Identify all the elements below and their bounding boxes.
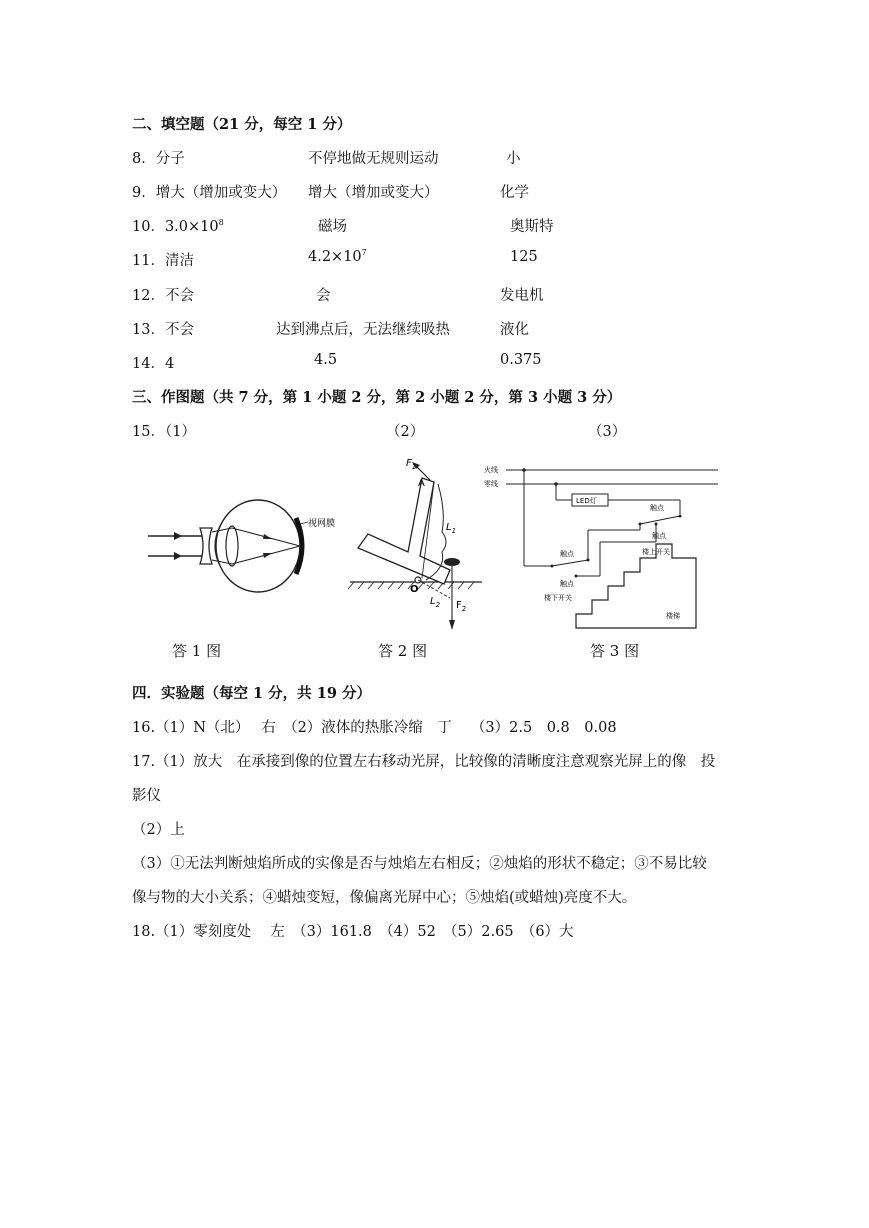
answer-11-a: 11．清洁 [132, 253, 194, 269]
question-15-part2-label: （2） [386, 424, 425, 440]
label-A: A [418, 478, 425, 489]
eyeball-outline [216, 500, 300, 592]
answer-13-c: 液化 [500, 322, 529, 338]
neutral-wire-label: 零线 [484, 480, 498, 488]
answer-17-1-line2: 影仪 [132, 788, 161, 804]
live-wire-label: 火线 [484, 466, 498, 474]
answer-9-b: 增大（增加或变大） [308, 185, 439, 201]
answer-11-b-exponent: 7 [361, 248, 367, 258]
figure2-caption: 答 2 图 [378, 642, 428, 660]
answer-8-c: 小 [506, 151, 521, 167]
answer-11-c: 125 [510, 249, 538, 265]
answer-18: 18.（1）零刻度处 左 （3）161.8 （4）52 （5）2.65 （6）大 [132, 924, 574, 940]
downstairs-switch-label: 楼下开关 [544, 594, 572, 602]
answer-14-a: 14．4 [132, 356, 175, 372]
answer-10-a-exponent: 8 [218, 218, 224, 228]
label-L1: $L_1$ [446, 522, 457, 535]
lower-contact-label-top: 触点 [560, 550, 574, 558]
answer-13-a: 13．不会 [132, 322, 194, 338]
answer-16: 16.（1）N（北） 右 （2）液体的热胀冷缩 丁 （3）2.5 0.8 0.08 [132, 720, 617, 736]
label-O: O [410, 584, 419, 595]
answer-13-b: 达到沸点后，无法继续吸热 [276, 322, 450, 338]
crystalline-lens [226, 526, 238, 566]
figure-lever [346, 452, 486, 632]
lower-contact-label-bottom: 触点 [560, 580, 574, 588]
downstairs-switch-blade [552, 560, 588, 566]
figure1-caption: 答 1 图 [172, 642, 222, 660]
answer-14-c: 0.375 [500, 352, 542, 368]
answer-17-1-line1: 17.（1）放大 在承接到像的位置左右移动光屏，比较像的清晰度注意观察光屏上的像 投 [132, 754, 716, 770]
force-F2-arrow [449, 620, 455, 630]
retina-leader [300, 522, 308, 524]
section3-heading: 三、作图题（共 7 分，第 1 小题 2 分，第 2 小题 2 分，第 3 小题 3 分） [132, 389, 622, 406]
answer-9-c: 化学 [500, 185, 529, 201]
answer-17-3-line2: 像与物的大小关系；④蜡烛变短，像偏离光屏中心；⑤烛焰(或蜡烛)亮度不大。 [132, 890, 637, 906]
answer-17-3-line1: （3）①无法判断烛焰所成的实像是否与烛焰左右相反；②烛焰的形状不稳定；③不易比较 [132, 856, 707, 872]
upstairs-switch-label: 楼上开关 [642, 548, 670, 556]
answer-9-a: 9．增大（增加或变大） [132, 185, 287, 201]
section2-heading: 二、填空题（21 分，每空 1 分） [132, 116, 352, 133]
bent-rod [358, 478, 450, 584]
retina-label: 视网膜 [308, 519, 336, 529]
led-label: LED灯 [576, 497, 597, 505]
label-F2: $F_2$ [456, 600, 467, 613]
label-L2: $L_2$ [430, 596, 441, 609]
hanging-weight [444, 558, 460, 566]
answer-12-a: 12．不会 [132, 288, 194, 304]
section4-heading: 四．实验题（每空 1 分，共 19 分） [132, 685, 371, 702]
answer-10-c: 奥斯特 [510, 219, 554, 235]
upstairs-switch-blade [640, 516, 680, 524]
ray-arrow-inner-upper [263, 534, 272, 539]
ray-arrow-lower [174, 552, 182, 560]
answer-14-b: 4.5 [314, 352, 338, 368]
answer-10-a: 10．$3.0\times 10^8$ [132, 218, 224, 235]
figure-stair-circuit [480, 458, 730, 636]
figure3-caption: 答 3 图 [590, 642, 640, 660]
concave-lens [200, 528, 212, 564]
answer-12-b: 会 [316, 288, 331, 304]
ray-arrow-upper [174, 532, 182, 540]
answer-8-b: 不停地做无规则运动 [308, 151, 439, 167]
question-15-part1-label: 15．（1） [132, 424, 196, 440]
stairs-label: 楼梯 [666, 612, 680, 620]
answer-17-2: （2）上 [132, 822, 185, 838]
label-F1: $F_1$ [406, 458, 417, 471]
answer-12-c: 发电机 [500, 288, 544, 304]
answer-10-b: 磁场 [318, 219, 347, 235]
question-15-part3-label: （3） [588, 424, 627, 440]
ray-arrow-inner-lower [263, 553, 272, 558]
answer-8-a: 8．分子 [132, 151, 185, 167]
figure-eye-correction [140, 488, 340, 618]
answer-11-b: $4.2\times 10^7$ [308, 248, 367, 265]
upper-contact-label-bottom: 触点 [652, 532, 666, 540]
upper-contact-label-top: 触点 [650, 504, 664, 512]
